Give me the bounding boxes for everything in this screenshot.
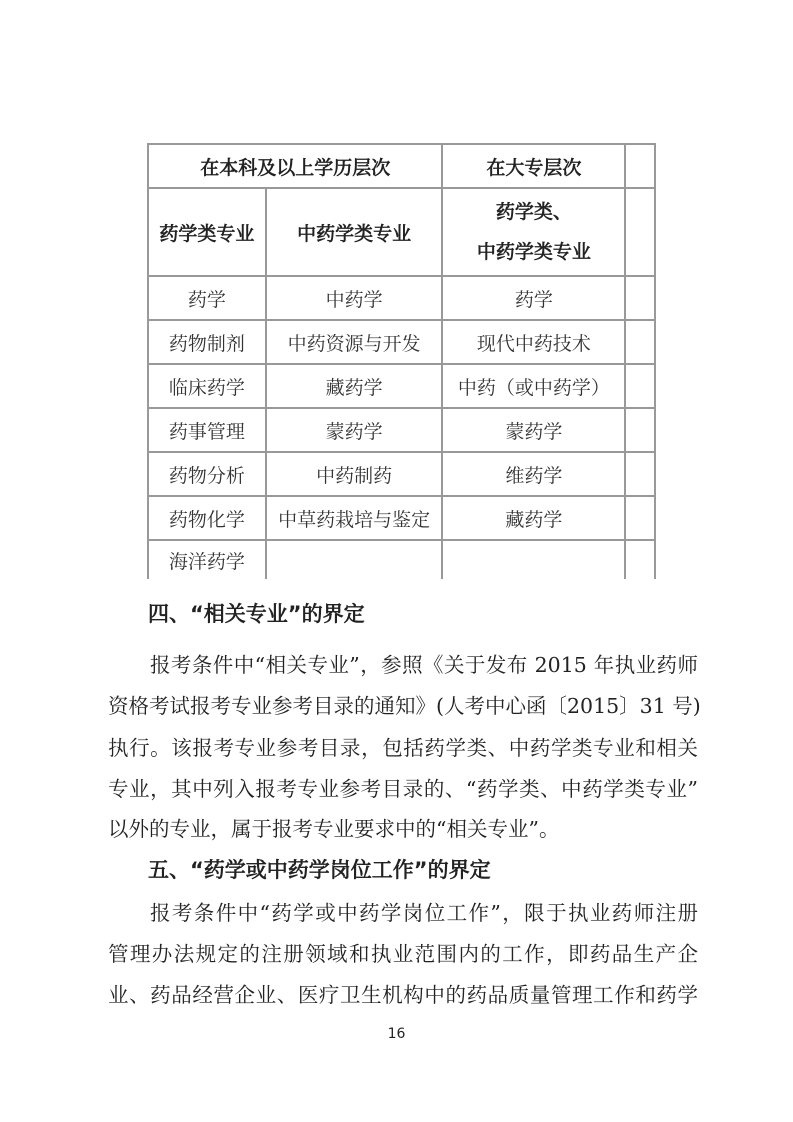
paragraph-line: 专业，其中列入报考专业参考目录的、“药学类、中药学类专业” (108, 777, 698, 801)
paragraph-line: 以外的专业，属于报考专业要求中的“相关专业”。 (108, 817, 560, 841)
cell: 药事管理 (148, 408, 266, 452)
page-number: 16 (387, 1026, 406, 1042)
table-row (148, 364, 655, 408)
table-row (148, 276, 655, 320)
clipped-column (625, 364, 655, 408)
cell: 现代中药技术 (442, 320, 625, 364)
clipped-column (625, 320, 655, 364)
majors-table-container (147, 143, 656, 579)
paragraph-line: 报考条件中“药学或中药学岗位工作”，限于执业药师注册 (150, 901, 698, 925)
table-row (148, 540, 655, 579)
cell: 蒙药学 (442, 408, 625, 452)
group-header-college: 在大专层次 (442, 144, 625, 188)
cell: 中药（或中药学） (442, 364, 625, 408)
paragraph-line: 业、药品经营企业、医疗卫生机构中的药品质量管理工作和药学 (108, 983, 698, 1007)
cell (266, 540, 443, 579)
clipped-column (625, 496, 655, 540)
group-header-undergrad: 在本科及以上学历层次 (148, 144, 442, 188)
clipped-column (625, 540, 655, 579)
cell: 蒙药学 (266, 408, 443, 452)
cell: 藏药学 (442, 496, 625, 540)
clipped-column (625, 188, 655, 276)
clipped-column (625, 408, 655, 452)
cell: 药学 (148, 276, 266, 320)
table-row (148, 452, 655, 496)
paragraph-line: 管理办法规定的注册领域和执业范围内的工作，即药品生产企 (108, 942, 698, 966)
clipped-column (625, 276, 655, 320)
paragraph-line: 报考条件中“相关专业”，参照《关于发布 2015 年执业药师 (150, 653, 698, 677)
table-row (148, 320, 655, 364)
cell: 中药学 (266, 276, 443, 320)
cell: 中药制药 (266, 452, 443, 496)
col-header-tcm: 中药学类专业 (266, 188, 443, 276)
paragraph-line: 资格考试报考专业参考目录的通知》(人考中心函〔2015〕31 号) (108, 694, 701, 718)
table-row (148, 408, 655, 452)
cell: 维药学 (442, 452, 625, 496)
section-heading-related-majors: 四、“相关专业”的界定 (148, 602, 365, 626)
majors-table (147, 143, 656, 579)
paragraph-line: 执行。该报考专业参考目录，包括药学类、中药学类专业和相关 (108, 736, 698, 760)
col-header-college (442, 188, 625, 276)
col-header-college-line2: 中药学类专业 (476, 241, 591, 263)
cell: 药物制剂 (148, 320, 266, 364)
cell: 中药资源与开发 (266, 320, 443, 364)
col-header-college-line1: 药学类、 (495, 201, 572, 223)
cell: 药物分析 (148, 452, 266, 496)
cell: 海洋药学 (148, 540, 266, 579)
clipped-column (625, 144, 655, 188)
cell: 药物化学 (148, 496, 266, 540)
col-header-pharmacy: 药学类专业 (148, 188, 266, 276)
clipped-column (625, 452, 655, 496)
cell: 中草药栽培与鉴定 (266, 496, 443, 540)
cell: 临床药学 (148, 364, 266, 408)
section-heading-pharmacy-work: 五、“药学或中药学岗位工作”的界定 (148, 858, 491, 882)
table-row (148, 496, 655, 540)
cell: 藏药学 (266, 364, 443, 408)
cell: 药学 (442, 276, 625, 320)
cell (442, 540, 625, 579)
